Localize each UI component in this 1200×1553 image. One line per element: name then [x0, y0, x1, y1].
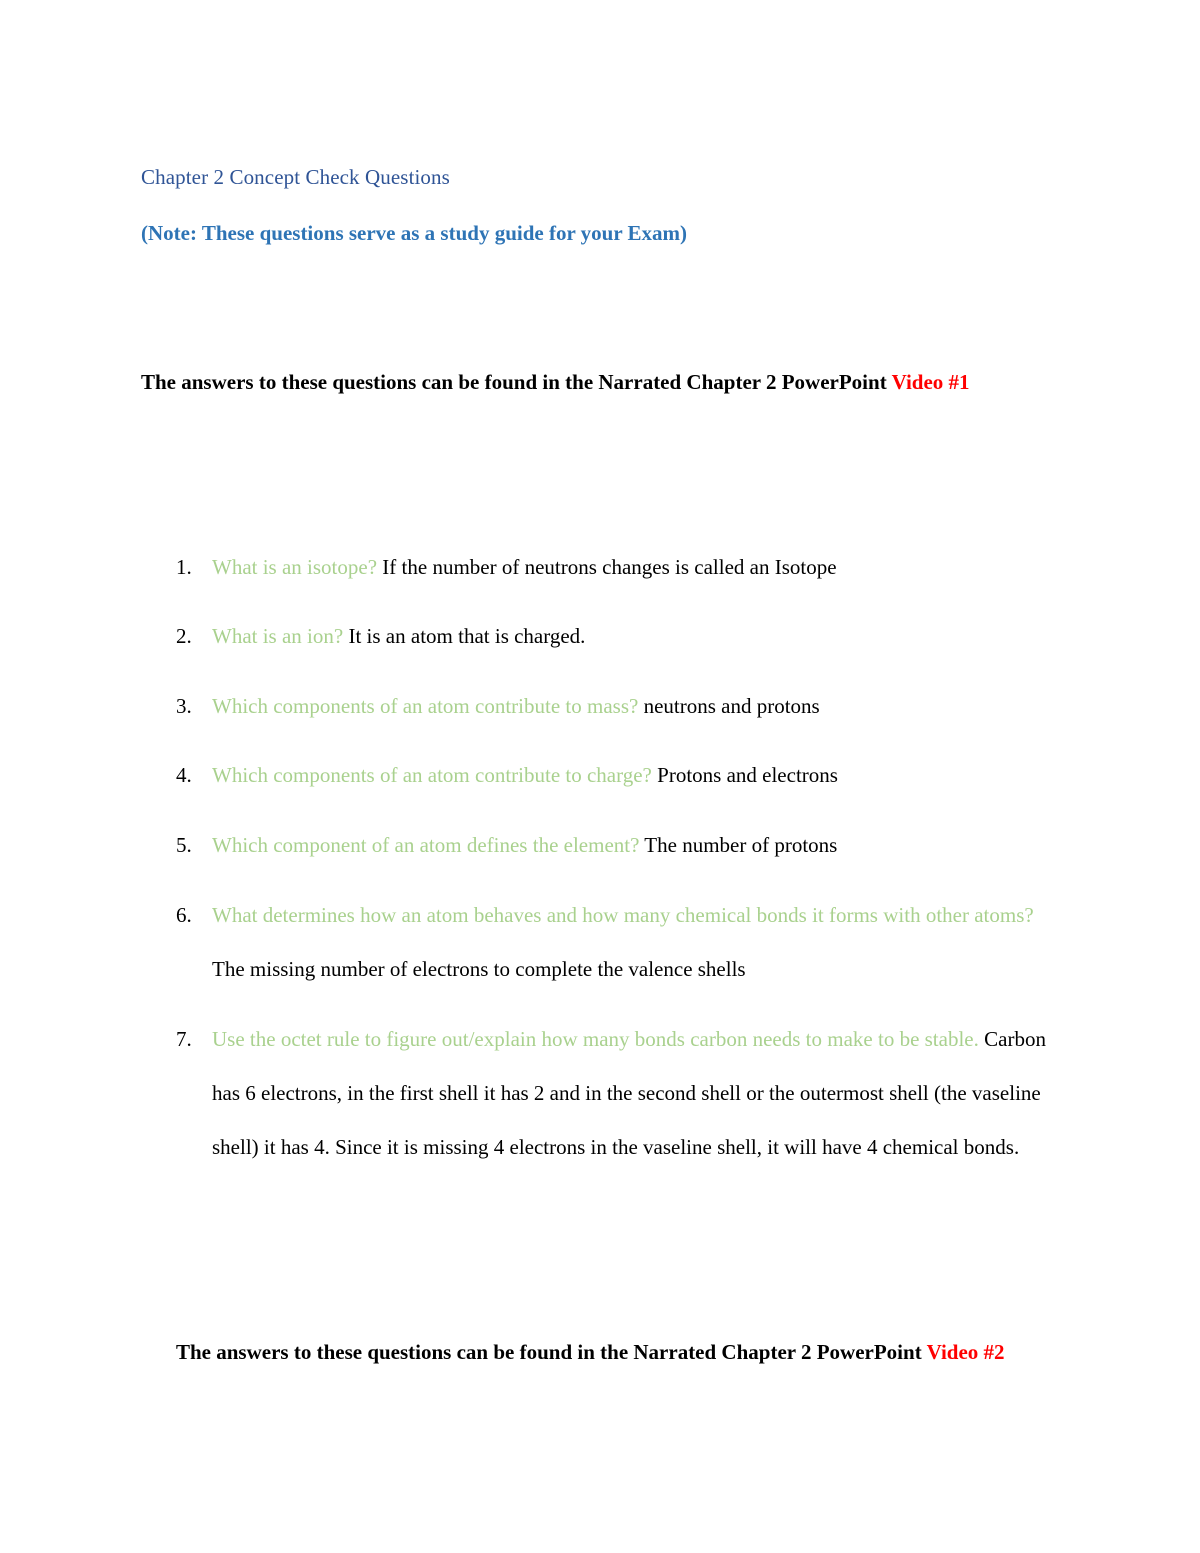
question-number: 7.: [176, 1027, 192, 1051]
answer-text: The missing number of electrons to complete the valence shells: [212, 957, 746, 981]
list-item: [176, 1012, 1056, 1174]
list-item: [176, 679, 1056, 733]
question-text: Which components of an atom contribute to mass?: [212, 694, 639, 718]
answer-text: It is an atom that is charged.: [343, 624, 586, 648]
section-1-intro: [141, 355, 1071, 410]
question-text: What determines how an atom behaves and how many chemical bonds it forms with other atoms?: [212, 903, 1034, 927]
question-text: What is an ion?: [212, 624, 344, 648]
answer-text: Protons and electrons: [651, 763, 838, 787]
section-2-video-label: Video #2: [926, 1340, 1005, 1364]
list-item: [176, 748, 1056, 802]
section-1-video-label: Video #1: [891, 370, 970, 394]
answer-text: The number of protons: [639, 833, 838, 857]
answer-text: Carbon has 6 electrons, in the first shell it has 2 and in the second shell or the outermost shell (the vaseline shell) it has 4. Since it is missing 4 electrons in the vaseline shell, it will have 4 chemical bonds.: [212, 1027, 1046, 1159]
question-number: 6.: [176, 903, 192, 927]
question-text: Use the octet rule to figure out/explain how many bonds carbon needs to make to be stable.: [212, 1027, 979, 1051]
document-title: Chapter 2 Concept Check Questions: [141, 165, 450, 189]
answer-text: neutrons and protons: [638, 694, 820, 718]
section-1-intro-text: The answers to these questions can be found in the Narrated Chapter 2 PowerPoint: [141, 370, 887, 394]
question-number: 1.: [176, 555, 192, 579]
section-2-intro-text: The answers to these questions can be found in the Narrated Chapter 2 PowerPoint: [176, 1340, 922, 1364]
question-number: 2.: [176, 624, 192, 648]
list-item: [176, 609, 1056, 663]
question-text: What is an isotope?: [212, 555, 378, 579]
list-item: [176, 888, 1056, 996]
study-guide-note: (Note: These questions serve as a study guide for your Exam): [141, 221, 688, 245]
question-number: 3.: [176, 694, 192, 718]
section-2-intro: [176, 1325, 1056, 1380]
question-text: Which component of an atom defines the element?: [212, 833, 640, 857]
list-item: [176, 540, 1056, 594]
question-number: 4.: [176, 763, 192, 787]
question-text: Which components of an atom contribute to charge?: [212, 763, 652, 787]
list-item: [176, 818, 1056, 872]
answer-text: If the number of neutrons changes is called an Isotope: [377, 555, 837, 579]
question-number: 5.: [176, 833, 192, 857]
